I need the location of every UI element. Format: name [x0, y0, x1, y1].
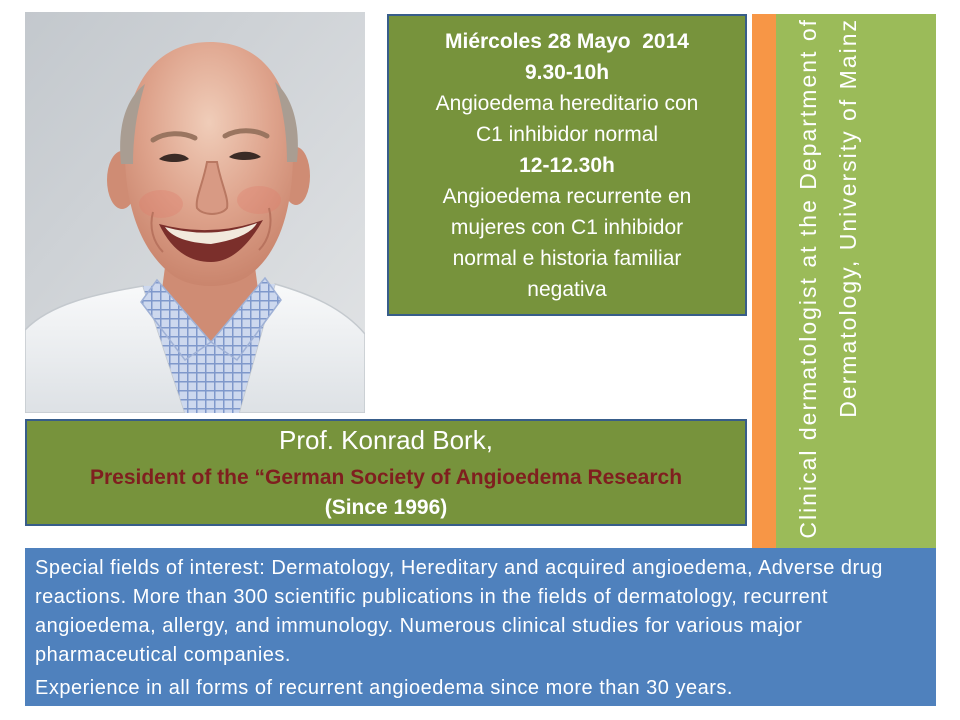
talk-1 — [389, 57, 745, 150]
speaker-role: President of the “German Society of Angioedema Research — [89, 466, 683, 489]
right-cheek — [237, 186, 281, 214]
affiliation-text: Clinical dermatologist at the Department of Dermatology, University of Mainz — [795, 18, 861, 539]
speaker-box — [25, 419, 747, 526]
talk-title: Angioedema recurrente en mujeres con C1 inhibidor normal e historia familiar negativa — [442, 185, 692, 301]
orange-accent-bar — [752, 14, 776, 548]
left-cheek — [139, 190, 183, 218]
bio-box — [25, 548, 936, 706]
talk-time: 12-12.30h — [519, 154, 615, 177]
bio-paragraph: Special fields of interest: Dermatology, Hereditary and acquired angioedema, Adverse drug reactions. More than 300 scientific publications in the fields of dermatology, recurrent angioedema, allergy, and immunology. Numerous clinical studies for various major pharmaceutical companies. — [35, 557, 883, 666]
bio-paragraph: Experience in all forms of recurrent angioedema since more than 30 years. — [35, 677, 733, 699]
speaker-since: (Since 1996) — [324, 496, 448, 519]
speaker-portrait — [25, 12, 365, 413]
schedule-box — [387, 14, 747, 316]
talk-title: Angioedema hereditario con C1 inhibidor normal — [435, 92, 699, 146]
talk-time: 9.30-10h — [524, 61, 610, 84]
speaker-name: Prof. Konrad Bork, — [279, 425, 493, 455]
session-date: Miércoles 28 Mayo 2014 — [445, 30, 689, 53]
speaker-photo — [25, 12, 365, 413]
talk-2 — [389, 150, 745, 305]
affiliation-bar — [776, 14, 936, 548]
